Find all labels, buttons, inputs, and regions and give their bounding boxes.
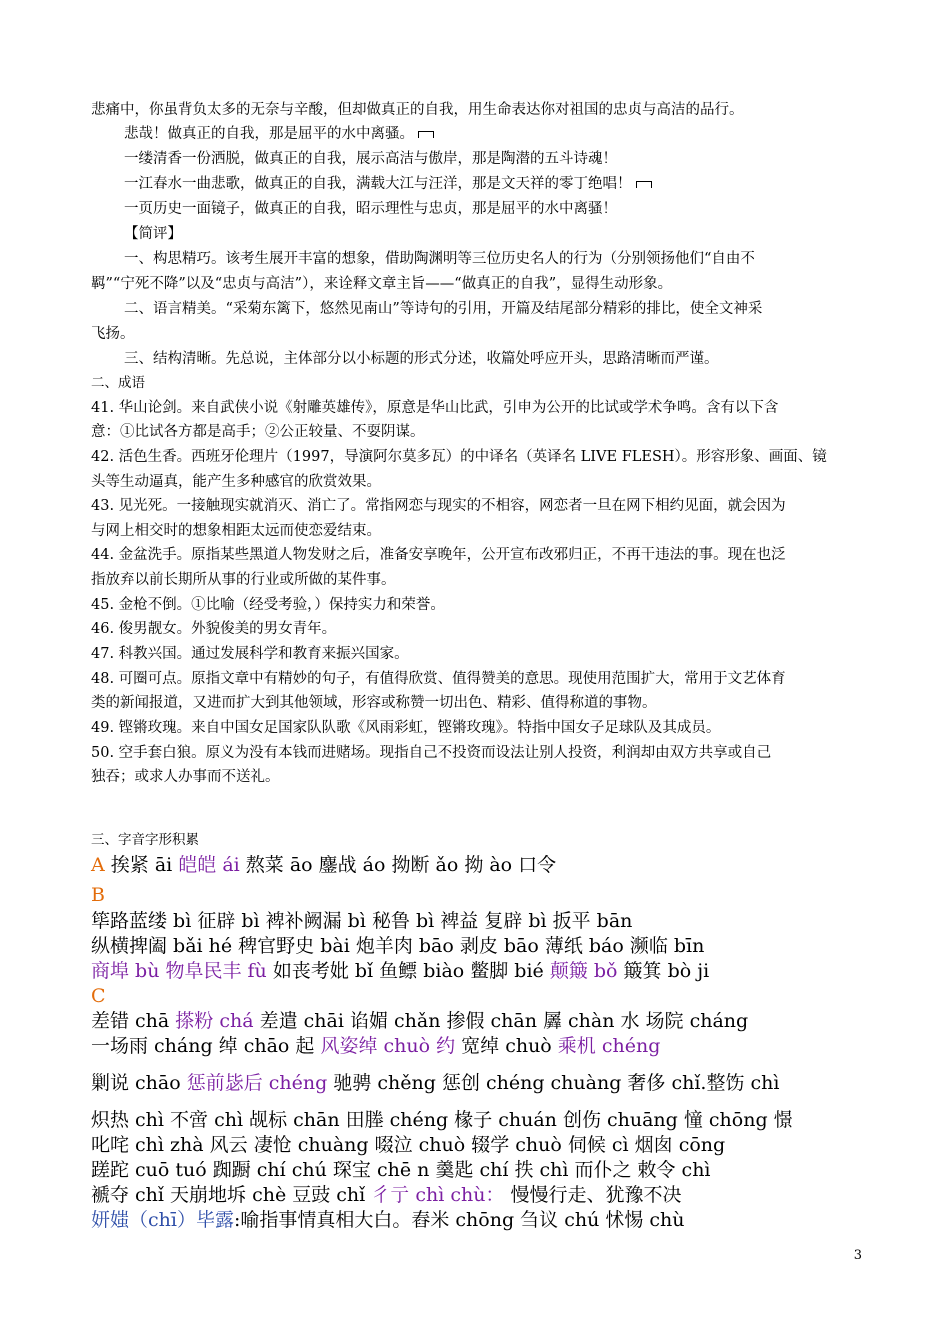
essay-paragraph: 一江春水一曲悲歌，做真正的自我，满载大江与汪洋，那是文天祥的零丁绝唱！	[124, 172, 894, 196]
letter-heading: B	[91, 884, 105, 906]
idiom-line: 48. 可圈可点。原指文章中有精妙的句子，有值得欣赏、值得赞美的意思。现使用范围扩大，常用于文艺体育	[91, 671, 786, 687]
phonetic-line: 叱咤 chì zhà 风云 凄怆 chuàng 啜泣 chuò 辍学 chuò 伺候 cì 烟囱 cōng	[91, 1134, 726, 1156]
review-item: 飞扬。	[91, 326, 135, 342]
idiom-line: 47. 科教兴国。通过发展科学和教育来振兴国家。	[91, 646, 409, 662]
essay-paragraph: 一页历史一面镜子，做真正的自我，昭示理性与忠贞，那是屈平的水中离骚！	[124, 201, 617, 217]
review-item: 一、构思精巧。该考生展开丰富的想象，借助陶渊明等三位历史名人的行为（分别领扬他们“自由不	[124, 251, 755, 267]
comment-mark-icon	[636, 181, 652, 188]
review-item: 羁”“宁死不降”以及“忠贞与高洁”），来诠释文章主旨——“做真正的自我”，显得生动形象。	[91, 276, 673, 292]
phonetic-line: A 挨紧 āi 皑皑 ái 熬菜 āo 鏖战 áo 拗断 ǎo 拗 ào 口令	[91, 854, 557, 876]
idiom-line: 49. 铿锵玫瑰。来自中国女足国家队队歌《风雨彩虹，铿锵玫瑰》。特指中国女子足球队及其成员。	[91, 720, 721, 736]
section-heading: 三、字音字形积累	[91, 832, 199, 848]
review-item: 二、语言精美。“采菊东篱下，悠然见南山”等诗句的引用，开篇及结尾部分精彩的排比，使全文神采	[124, 301, 763, 317]
phonetic-line: 商埠 bù 物阜民丰 fù 如丧考妣 bǐ 鱼鳔 biào 鳖脚 bié 颠簸 bǒ 簸箕 bò ji	[91, 960, 710, 982]
phonetic-line: 蹉跎 cuō tuó 踟蹰 chí chú 琛宝 chē n 羹匙 chí 抶 chì 而仆之 敕令 chì	[91, 1159, 711, 1181]
letter-heading: A	[91, 854, 105, 876]
phonetic-line: 炽热 chì 不啻 chì 觇标 chān 田塍 chéng 椽子 chuán 创伤 chuāng 憧 chōng 憬	[91, 1109, 793, 1131]
review-item: 三、结构清晰。先总说，主体部分以小标题的形式分述，收篇处呼应开头，思路清晰而严谨。	[124, 351, 719, 367]
comment-mark-icon	[418, 131, 434, 138]
idiom-line: 意：①比试各方都是高手；②公正较量、不耍阴谋。	[91, 424, 425, 440]
section-heading: 二、成语	[91, 375, 145, 391]
phonetic-line: 差错 chā 搽粉 chá 差遣 chāi 谄媚 chǎn 掺假 chān 羼 chàn 水 场院 cháng	[91, 1010, 749, 1032]
idiom-line: 44. 金盆洗手。原指某些黑道人物发财之后，准备安享晚年，公开宣布改邪归正，不再干违法的事。现在也泛	[91, 547, 786, 563]
essay-paragraph: 悲哉！做真正的自我，那是屈平的水中离骚。	[124, 122, 894, 146]
idiom-line: 指放弃以前长期所从事的行业或所做的某件事。	[91, 572, 396, 588]
phonetic-line: 褫夺 chǐ 天崩地坼 chè 豆豉 chǐ 彳亍 chì chù： 慢慢行走、犹豫不决	[91, 1184, 682, 1206]
review-heading: 【简评】	[124, 226, 182, 242]
phonetic-line: 剿说 chāo 惩前毖后 chéng 驰骋 chěng 惩创 chéng chuàng 奢侈 chǐ.整饬 chì	[91, 1072, 780, 1094]
phonetic-line: 纵横捭阖 bǎi hé 稗官野史 bài 炮羊肉 bāo 剥皮 bāo 薄纸 báo 濒临 bīn	[91, 935, 705, 957]
phonetic-line: 妍媸（chī）毕露:喻指事情真相大白。舂米 chōng 刍议 chú 怵惕 chù	[91, 1209, 685, 1231]
phonetic-line: 一场雨 cháng 绰 chāo 起 风姿绰 chuò 约 宽绰 chuò 乘机 chéng	[91, 1035, 661, 1057]
idiom-line: 45. 金枪不倒。①比喻（经受考验，）保持实力和荣誉。	[91, 597, 445, 613]
idiom-line: 43. 见光死。一接触现实就消灭、消亡了。常指网恋与现实的不相容，网恋者一旦在网下相约见面，就会因为	[91, 498, 786, 514]
idiom-line: 头等生动逼真，能产生多种感官的欣赏效果。	[91, 474, 381, 490]
essay-paragraph: 悲痛中，你虽背负太多的无奈与辛酸，但却做真正的自我，用生命表达你对祖国的忠贞与高洁的品行。	[91, 102, 744, 118]
idiom-line: 50. 空手套白狼。原义为没有本钱而进赌场。现指自己不投资而设法让别人投资，利润却由双方共享或自己	[91, 745, 772, 761]
letter-heading: C	[91, 985, 106, 1007]
idiom-line: 42. 活色生香。西班牙伦理片（1997，导演阿尔莫多瓦）的中译名（英译名 LIVE FLESH）。形容形象、画面、镜	[91, 449, 827, 465]
idiom-line: 46. 俊男靓女。外貌俊美的男女青年。	[91, 621, 337, 637]
page-number: 3	[853, 1248, 862, 1263]
essay-paragraph: 一缕清香一份洒脱，做真正的自我，展示高洁与傲岸，那是陶潜的五斗诗魂！	[124, 151, 617, 167]
idiom-line: 类的新闻报道，又进而扩大到其他领域，形容或称赞一切出色、精彩、值得称道的事物。	[91, 695, 657, 711]
phonetic-line: 筚路蓝缕 bì 征辟 bì 裨补阙漏 bì 秘鲁 bì 裨益 复辟 bì 扳平 bān	[91, 910, 633, 932]
idiom-line: 与网上相交时的想象相距太远而使恋爱结束。	[91, 523, 381, 539]
idiom-line: 独吞；或求人办事而不送礼。	[91, 769, 280, 785]
idiom-line: 41. 华山论剑。来自武侠小说《射雕英雄传》，原意是华山比武，引申为公开的比试或学术争鸣。含有以下含	[91, 400, 779, 416]
